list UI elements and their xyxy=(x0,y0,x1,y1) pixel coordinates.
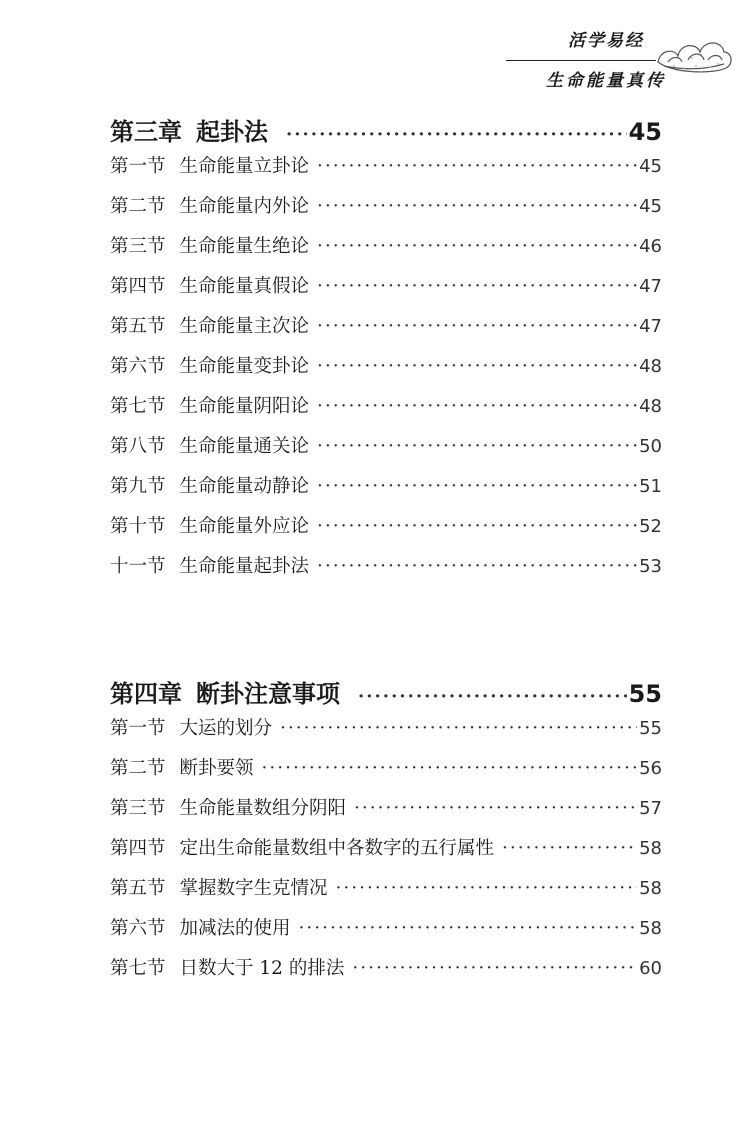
section-title: 生命能量真假论 xyxy=(179,276,310,297)
toc-chapter-4[interactable] xyxy=(110,674,662,709)
section-number: 第十节 xyxy=(110,516,166,537)
section-label xyxy=(110,272,309,298)
chapter-page-number: 55 xyxy=(628,680,662,708)
toc-section[interactable] xyxy=(110,914,662,940)
section-label xyxy=(110,914,291,940)
toc-section[interactable] xyxy=(110,754,662,780)
section-page-number: 48 xyxy=(639,356,662,377)
section-number: 第二节 xyxy=(110,196,166,217)
section-label xyxy=(110,834,494,860)
section-title: 生命能量内外论 xyxy=(179,196,310,217)
section-title: 生命能量外应论 xyxy=(179,516,310,537)
section-label xyxy=(110,714,272,740)
section-page-number: 58 xyxy=(639,918,662,939)
toc-section[interactable] xyxy=(110,272,662,298)
dot-leader xyxy=(317,196,637,217)
section-title: 生命能量数组分阴阳 xyxy=(179,798,347,819)
dot-leader xyxy=(317,276,637,297)
toc-section[interactable] xyxy=(110,192,662,218)
section-page-number: 45 xyxy=(639,156,662,177)
toc-section[interactable] xyxy=(110,312,662,338)
toc-section[interactable] xyxy=(110,794,662,820)
section-label xyxy=(110,754,254,780)
section-page-number: 60 xyxy=(639,958,662,979)
chapter-label xyxy=(110,674,340,709)
dot-leader xyxy=(317,516,637,537)
section-title: 生命能量主次论 xyxy=(179,316,310,337)
toc-section[interactable] xyxy=(110,152,662,178)
toc-section[interactable] xyxy=(110,714,662,740)
toc-section[interactable] xyxy=(110,232,662,258)
section-page-number: 57 xyxy=(639,798,662,819)
section-page-number: 50 xyxy=(639,436,662,457)
dot-leader xyxy=(502,838,637,859)
section-label xyxy=(110,874,328,900)
dot-leader xyxy=(352,958,637,979)
section-label xyxy=(110,192,309,218)
section-page-number: 53 xyxy=(639,556,662,577)
section-title: 定出生命能量数组中各数字的五行属性 xyxy=(179,838,495,859)
section-label xyxy=(110,472,309,498)
chapter-page-number: 45 xyxy=(628,118,662,146)
chapter-number: 第三章 xyxy=(110,117,182,146)
section-title: 生命能量变卦论 xyxy=(179,356,310,377)
section-label xyxy=(110,512,309,538)
chapter-title: 断卦注意事项 xyxy=(196,679,340,708)
header-book-title: 生命能量真传 xyxy=(546,71,666,91)
section-page-number: 51 xyxy=(639,476,662,497)
chapter-number: 第四章 xyxy=(110,679,182,708)
toc-section[interactable] xyxy=(110,352,662,378)
dot-leader xyxy=(317,556,637,577)
section-title: 生命能量动静论 xyxy=(179,476,310,497)
header-book-series: 活学易经 xyxy=(568,31,644,51)
section-page-number: 48 xyxy=(639,396,662,417)
section-title: 日数大于 12 的排法 xyxy=(179,958,345,979)
section-page-number: 46 xyxy=(639,236,662,257)
dot-leader xyxy=(354,798,637,819)
dot-leader xyxy=(317,356,637,377)
section-label xyxy=(110,232,309,258)
toc-section[interactable] xyxy=(110,432,662,458)
section-number: 第五节 xyxy=(110,316,166,337)
chapter-title: 起卦法 xyxy=(196,117,268,146)
dot-leader xyxy=(262,758,638,779)
section-number: 第七节 xyxy=(110,958,166,979)
dot-leader xyxy=(317,236,637,257)
section-label xyxy=(110,352,309,378)
dot-leader xyxy=(299,918,638,939)
section-number: 第三节 xyxy=(110,798,166,819)
section-number: 第二节 xyxy=(110,758,166,779)
dot-leader xyxy=(286,124,627,145)
section-label xyxy=(110,152,309,178)
section-number: 第七节 xyxy=(110,396,166,417)
section-label xyxy=(110,312,309,338)
toc-section[interactable] xyxy=(110,552,662,578)
section-title: 生命能量生绝论 xyxy=(179,236,310,257)
cloud-ornament-icon xyxy=(654,22,736,84)
section-page-number: 47 xyxy=(639,276,662,297)
dot-leader xyxy=(317,476,637,497)
section-page-number: 56 xyxy=(639,758,662,779)
section-page-number: 45 xyxy=(639,196,662,217)
dot-leader xyxy=(280,718,637,739)
dot-leader xyxy=(336,878,638,899)
section-page-number: 55 xyxy=(639,718,662,739)
dot-leader xyxy=(317,396,637,417)
section-number: 第六节 xyxy=(110,356,166,377)
section-title: 生命能量立卦论 xyxy=(179,156,310,177)
dot-leader xyxy=(358,686,627,707)
toc-section[interactable] xyxy=(110,954,662,980)
section-title: 加减法的使用 xyxy=(179,918,291,939)
toc-section[interactable] xyxy=(110,392,662,418)
toc-chapter-3[interactable] xyxy=(110,112,662,147)
section-title: 大运的划分 xyxy=(179,718,273,739)
toc-section[interactable] xyxy=(110,512,662,538)
section-number: 第五节 xyxy=(110,878,166,899)
header-rule xyxy=(506,60,656,61)
section-number: 十一节 xyxy=(110,556,166,577)
chapter-label xyxy=(110,112,268,147)
section-number: 第八节 xyxy=(110,436,166,457)
section-title: 生命能量通关论 xyxy=(179,436,310,457)
section-label xyxy=(110,392,309,418)
section-page-number: 58 xyxy=(639,838,662,859)
toc-section[interactable] xyxy=(110,834,662,860)
dot-leader xyxy=(317,156,637,177)
dot-leader xyxy=(317,436,637,457)
section-title: 掌握数字生克情况 xyxy=(179,878,328,899)
running-header xyxy=(486,14,736,96)
section-label xyxy=(110,954,344,980)
section-title: 断卦要领 xyxy=(179,758,254,779)
section-page-number: 58 xyxy=(639,878,662,899)
section-number: 第四节 xyxy=(110,838,166,859)
section-page-number: 47 xyxy=(639,316,662,337)
section-label xyxy=(110,432,309,458)
section-title: 生命能量阴阳论 xyxy=(179,396,310,417)
dot-leader xyxy=(317,316,637,337)
section-number: 第四节 xyxy=(110,276,166,297)
section-number: 第九节 xyxy=(110,476,166,497)
section-number: 第一节 xyxy=(110,718,166,739)
toc-section[interactable] xyxy=(110,472,662,498)
section-title: 生命能量起卦法 xyxy=(179,556,310,577)
section-number: 第一节 xyxy=(110,156,166,177)
section-page-number: 52 xyxy=(639,516,662,537)
section-number: 第三节 xyxy=(110,236,166,257)
section-label xyxy=(110,552,309,578)
section-label xyxy=(110,794,346,820)
section-number: 第六节 xyxy=(110,918,166,939)
toc-section[interactable] xyxy=(110,874,662,900)
